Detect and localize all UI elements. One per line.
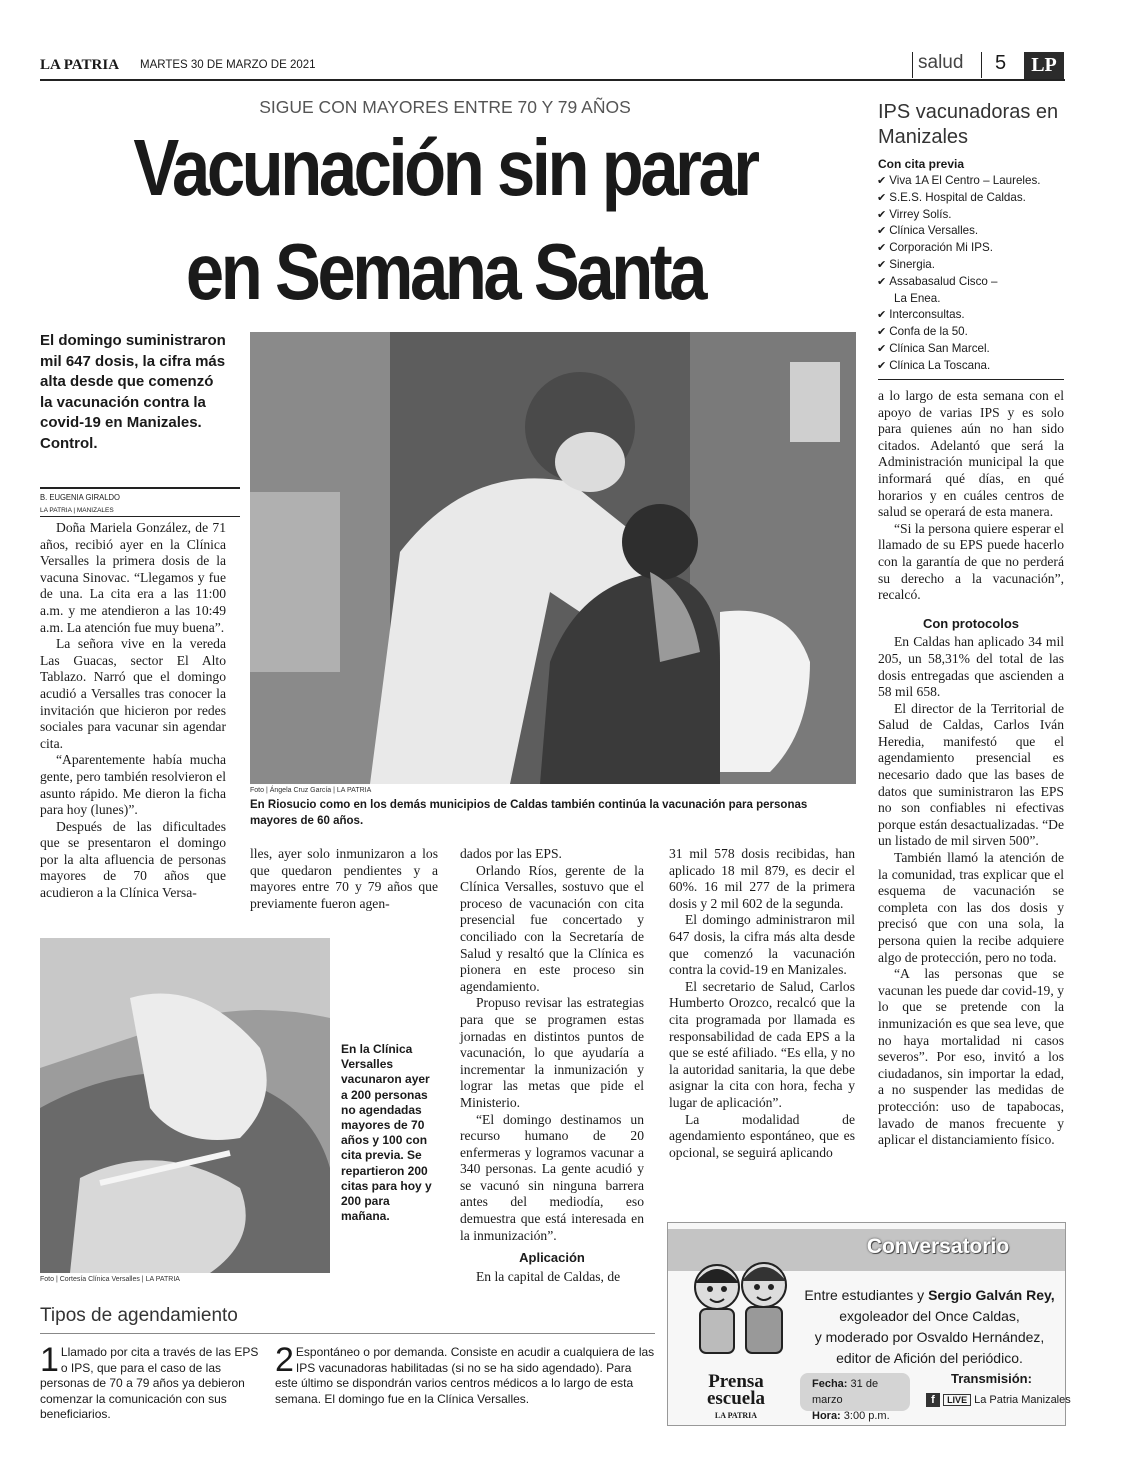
check-icon: ✔: [877, 175, 887, 187]
sidebar-rule: [878, 379, 1064, 380]
list-item: ✔ Clínica San Marcel.: [877, 341, 990, 355]
lead-rule: [40, 487, 240, 489]
main-photo: [250, 332, 856, 784]
vaccination-photo-illustration: [250, 332, 856, 784]
check-icon: ✔: [877, 242, 887, 255]
check-icon: ✔: [877, 342, 887, 355]
byline-source: LA PATRIA | MANIZALES: [40, 507, 114, 514]
check-icon: ✔: [877, 275, 887, 288]
subhead-aplicacion: Aplicación: [519, 1250, 585, 1266]
tipo-1: [40, 1341, 266, 1423]
check-icon: ✔: [877, 191, 887, 204]
article-column-4: 31 mil 578 dosis recibidas, han aplicado 18 mil 879, es decir el 60%. 16 mil 277 de la primera dosis y 2 mil 602 de la segunda. El domingo administraron mil 647 dosis, la cifra más alta desde que comenzó la vacunación contra la covid-19 en Manizales. El secretario de Salud, Carlos Humberto Orozco, recalcó que la cita programada por llamada es responsabilidad de cada EPS a la que se esté afiliado. “Es ella, y no la autoridad sanitaria, la que debe asignar la cita con hora, fecha y lugar de aplicación”. La modalidad de agendamiento espontáneo, que es opcional, se seguirá aplicando: [669, 846, 855, 1160]
promo-body: Entre estudiantes y Sergio Galván Rey, exgoleador del Once Caldas, y moderado por Osvaldo Hernández, editor de Afición del periódico.: [804, 1287, 1055, 1366]
small-photo: [40, 938, 330, 1273]
check-icon: ✔: [877, 258, 887, 271]
transmision-label: Transmisión:: [951, 1371, 1032, 1386]
live-badge: LIVE: [943, 1394, 971, 1406]
headline-line-1: Vacunación sin parar: [133, 123, 757, 212]
promo-title: Conversatorio: [866, 1235, 1010, 1258]
headline-line-2: en Semana Santa: [185, 227, 705, 316]
tipo-2: [275, 1341, 655, 1407]
prensa-escuela-logo: Prensa escuela LA PATRIA: [706, 1371, 766, 1420]
check-icon: ✔: [877, 225, 887, 238]
list-item: ✔ Assabasalud Cisco –: [877, 274, 998, 288]
ips-list: [877, 173, 1067, 375]
article-column-5: a lo largo de esta semana con el apoyo de varias IPS y es solo para quienes aún no han sido citados. Adelantó que será la Administración municipal la que informará qué días, en qué horarios y en cuáles centros de salud se operará de esta manera. “Si la persona quiere esperar el llamado de su EPS puede hacerlo con la garantía de que no perderá su derecho a la vacunación”, recalcó. Con protocolos En Caldas han aplicado 34 mil 205, un 58,31% del total de las dosis entregadas que ascienden a 58 mil 658. El director de la Territorial de Salud de Caldas, Carlos Iván Heredia, manifestó que el agendamiento presencial es necesario dado que las bases de datos que suministraron las EPS no son confiables ni efectivas porque están desactualizadas. “De un listado de mil sirven 500”. También llamó la atención de la comunidad, tras explicar que el esquema de vacunación se completa con las dos dosis y precisó que con una sola, la persona quien la recibe adquiere algo de protección, pero no toda. “A las personas que se vacunan les puede dar covid-19, y lo que se pretende con la inmunización es que sea leve, que no haya mortalidad ni casos severos”. Por eso, invitó a los ciudadanos, sin importar la edad, a no suspender las medidas de protección: uso de tapabocas, lavado de manos frecuente y aplicar el distanciamiento físico.: [878, 388, 1064, 1148]
masthead-divider: [912, 52, 913, 78]
list-item: ✔ Virrey Solís.: [877, 207, 952, 221]
byline: B. EUGENIA GIRALDO: [40, 492, 120, 502]
main-photo-caption: En Riosucio como en los demás municipios de Caldas también continúa la vacunación para personas mayores de 60 años.: [250, 799, 808, 827]
list-item: ✔ Confa de la 50.: [877, 325, 968, 339]
list-item: ✔ Interconsultas.: [877, 308, 965, 322]
promo-date-box: Fecha: 31 de marzo Hora: 3:00 p.m.: [800, 1373, 910, 1411]
check-icon: ✔: [877, 326, 887, 339]
facebook-icon: f: [926, 1393, 940, 1407]
tipo-1-text: Llamado por cita a través de las EPS o IPS, que para el caso de las personas de 70 a 79 años ya debieron comenzar la comunicación con sus beneficiarios.: [40, 1345, 259, 1422]
tipo-2-text: Espontáneo o por demanda. Consiste en acudir a cualquiera de las IPS vacunadoras habilitadas (si no se ha sido agendado). Para este último se dispondrán varios centros médicos a lo largo de esta semana. El domingo fue en la Clínica Versalles.: [275, 1345, 655, 1406]
article-column-2: lles, ayer solo inmunizaron a los que quedaron pendientes y a mayores entre 70 y 79 años que previamente fueron agen-: [250, 846, 438, 911]
masthead-logo: LA PATRIA: [40, 57, 120, 73]
channel-name: La Patria Manizales: [974, 1394, 1071, 1406]
subhead-protocolos: Con protocolos: [922, 615, 1020, 631]
promo-box: [667, 1222, 1071, 1426]
list-item: ✔ Viva 1A El Centro – Laureles.: [877, 174, 1041, 187]
main-photo-credit: Foto | Ángela Cruz García | LA PATRIA: [250, 787, 372, 794]
sidebar-title: IPS vacunadoras en Manizales: [878, 101, 1059, 148]
masthead-date: MARTES 30 DE MARZO DE 2021: [140, 59, 316, 71]
tipos-title: Tipos de agendamiento: [40, 1305, 238, 1326]
page-number: 5: [995, 52, 1007, 74]
list-item: ✔ Sinergia.: [877, 257, 935, 271]
check-icon: ✔: [877, 309, 887, 322]
kicker: SIGUE CON MAYORES ENTRE 70 Y 79 AÑOS: [259, 97, 631, 117]
list-item: ✔ S.E.S. Hospital de Caldas.: [877, 190, 1026, 204]
masthead-rule: [40, 79, 1065, 81]
tipo-1-number: 1: [40, 1341, 59, 1379]
section-label: salud: [918, 52, 964, 73]
list-item: ✔ Clínica Versalles.: [877, 224, 979, 238]
small-photo-caption: En la Clínica Versalles vacunaron ayer a 200 personas no agendadas mayores de 70 años y 100 con cita previa. Se repartieron 200 citas para hoy y 200 para mañana.: [341, 1042, 432, 1224]
check-icon: ✔: [877, 359, 887, 372]
check-icon: ✔: [877, 208, 887, 221]
masthead-divider-2: [981, 52, 982, 78]
list-item-cont: La Enea.: [894, 291, 941, 305]
students-cartoon-icon: [682, 1245, 797, 1370]
lp-badge: LP: [1024, 52, 1064, 79]
article-column-3: dados por las EPS. Orlando Ríos, gerente de la Clínica Versalles, sostuvo que el proceso de vacunación con cita presencial fue concertado y conciliado con la Secretaría de Salud y resaltó que la Clínica es pionera en este proceso sin agendamiento. Propuso revisar las estrategias para que se programen estas jornadas en distintos puntos de vacunación, lo que ayudaría a incrementar la inmunización y lograr las metas que pide el Ministerio. “El domingo destinamos un recurso humano de 20 enfermeras y logramos vacunar a 340 personas. La gente acudió y se vacunó sin ninguna barrera antes del mediodía, eso demuestra que está interesada en la inmunización”. Aplicación En la capital de Caldas, de: [460, 846, 644, 1284]
lead-paragraph: El domingo suministraron mil 647 dosis, la cifra más alta desde que comenzó la vacunación contra la covid-19 en Manizales. Control.: [40, 332, 226, 452]
tipo-2-number: 2: [275, 1341, 294, 1379]
tipos-rule: [40, 1333, 655, 1334]
masthead: [40, 52, 1065, 82]
facebook-live: [926, 1393, 1071, 1407]
article-column-1: Doña Mariela González, de 71 años, recibió ayer en la Clínica Versalles la primera dosis de la vacuna Sinovac. “Llegamos y fue de una. La cita era a las 11:00 a.m. y me atendieron a las 10:49 a.m. La atención fue muy buena”. La señora vive en la vereda Las Guacas, sector El Alto Tablazo. Narró que el domingo acudió a Versalles tras conocer la invitación que hicieron por redes sociales para vacunar sin agendar cita. “Aparentemente había mucha gente, pero también resolvieron el asunto rápido. Me dieron la ficha para hoy (lunes)”. Después de las dificultades que se presentaron el domingo por la alta afluencia de personas mayores de 70 años que acudieron a la Clínica Versa-: [40, 520, 226, 901]
list-item: ✔ Clínica La Toscana.: [877, 358, 991, 372]
list-item: ✔ Corporación Mi IPS.: [877, 241, 993, 255]
small-photo-credit: Foto | Cortesía Clínica Versalles | LA PATRIA: [40, 1276, 180, 1283]
sidebar-subtitle: Con cita previa: [878, 157, 965, 171]
injection-photo-illustration: [40, 938, 330, 1273]
byline-rule: [40, 516, 240, 517]
